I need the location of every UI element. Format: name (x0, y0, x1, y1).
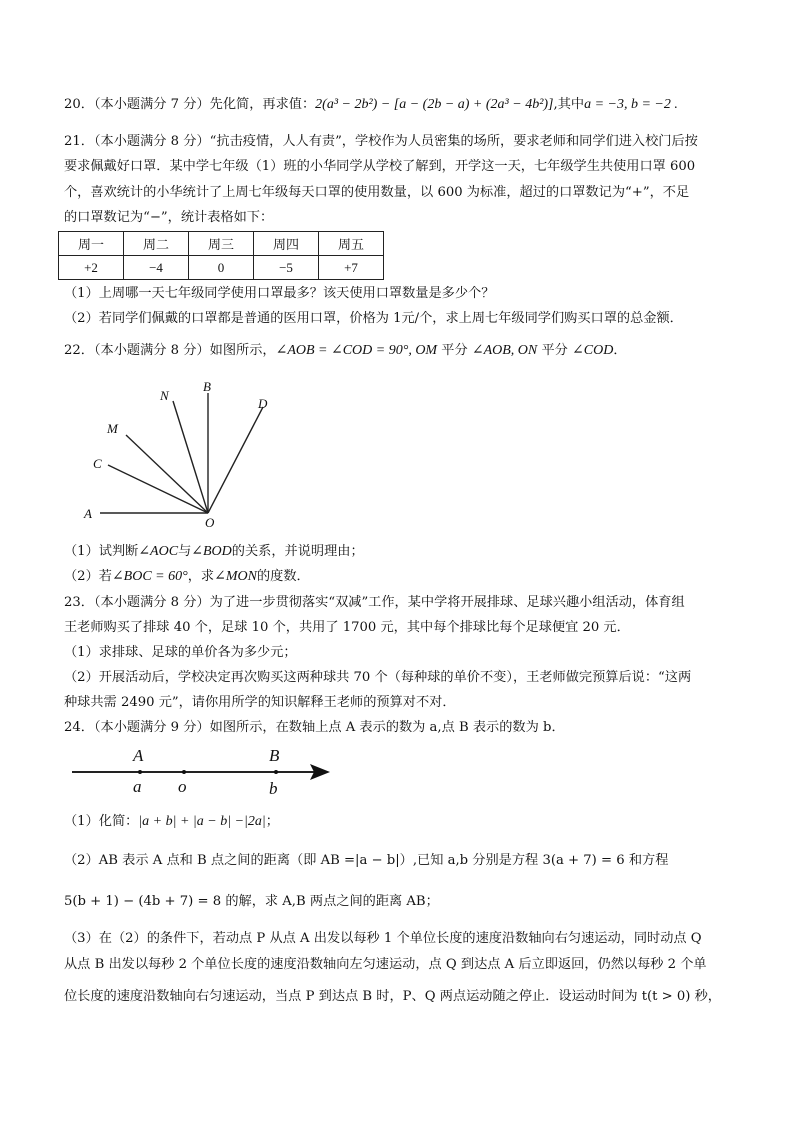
q24-stem: 24．（本小题满分 9 分）如图所示，在数轴上点 A 表示的数为 a,点 B 表示的数为 b． (64, 720, 565, 735)
q22-sub2: （2）若∠BOC = 60°，求∠MON的度数． (64, 569, 310, 584)
table-value-cell: −5 (254, 256, 319, 280)
mask-usage-table (58, 231, 384, 280)
q23-line1: 23．（本小题满分 8 分）为了进一步贯彻落实“双减”工作，某中学将开展排球、足球兴趣小组活动，体育组 (64, 595, 685, 610)
q21-line3: 个，喜欢统计的小华统计了上周七年级每天口罩的使用数量，以 600 为标准，超过的口罩数记为“+”，不足 (64, 185, 690, 200)
q20-expression: 2(a³ − 2b²) − [a − (2b − a) + (2a³ − 4b²)] (315, 97, 554, 112)
q21-line4: 的口罩数记为“−”，统计表格如下： (64, 210, 274, 225)
label-N: N (160, 388, 169, 403)
table-header-cell: 周五 (319, 232, 384, 256)
q20-values: a = −3, b = −2 . (584, 97, 678, 112)
q21-sub1: （1）上周哪一天七年级同学使用口罩最多？该天使用口罩数量是多少个？ (64, 286, 495, 301)
q24-sub3-line2: 从点 B 出发以每秒 2 个单位长度的速度沿数轴向左匀速运动，点 Q 到达点 A 后立即返回，仍然以每秒 2 个单 (64, 957, 707, 972)
label-M: M (107, 421, 118, 436)
table-value-cell: 0 (189, 256, 254, 280)
table-value-cell: +7 (319, 256, 384, 280)
label-O: O (205, 515, 215, 530)
label-b-lower: b (269, 779, 278, 798)
label-D: D (258, 396, 268, 411)
q24-sub1: （1）化简：|a + b| + |a − b| −|2a|； (64, 814, 279, 829)
point-b-dot (274, 770, 278, 774)
table-header-cell: 周一 (59, 232, 124, 256)
ray-OD (208, 407, 263, 513)
label-a-lower: a (133, 777, 142, 796)
label-C: C (93, 456, 102, 471)
q21-line1: 21．（本小题满分 8 分）“抗击疫情，人人有责”，学校作为人员密集的场所，要求老师和同学们进入校门后按 (64, 134, 698, 149)
q22-stem: 22．（本小题满分 8 分）如图所示，∠AOB = ∠COD = 90°, OM 平分 ∠AOB, ON 平分 ∠COD． (64, 343, 627, 358)
q22-sub1: （1）试判断∠AOC与∠BOD的关系，并说明理由； (64, 544, 364, 559)
point-o-dot (182, 770, 186, 774)
table-value-cell: +2 (59, 256, 124, 280)
ray-OC (108, 465, 208, 513)
label-o: o (178, 777, 187, 796)
table-header-cell: 周三 (189, 232, 254, 256)
q23-sub2-line1: （2）开展活动后，学校决定再次购买这两种球共 70 个（每种球的单价不变），王老师做完预算后说：“这两 (64, 670, 692, 685)
q24-sub3-line1: （3）在（2）的条件下，若动点 P 从点 A 出发以每秒 1 个单位长度的速度沿数轴向右匀速运动，同时动点 Q (64, 931, 702, 946)
angle-figure (60, 375, 290, 535)
q23-line2: 王老师购买了排球 40 个，足球 10 个，共用了 1700 元，其中每个排球比每个足球便宜 20 元． (64, 620, 630, 635)
q24-sub2-line1: （2）AB 表示 A 点和 B 点之间的距离（即 AB =|a − b|）,已知 a,b 分别是方程 3(a + 7) = 6 和方程 (64, 853, 669, 868)
q24-sub2-line2: 5(b + 1) − (4b + 7) = 8 的解，求 A,B 两点之间的距离 AB； (64, 894, 439, 909)
table-header-row (59, 232, 384, 256)
q23-sub1: （1）求排球、足球的单价各为多少元； (64, 645, 297, 660)
q20-stem: 20．（本小题满分 7 分）先化简，再求值：2(a³ − 2b²) − [a − (2b − a) + (2a³ − 4b²)],其中a = −3, b = −2 . (64, 97, 678, 112)
q23-sub2-line2: 种球共需 2490 元”，请你用所学的知识解释王老师的预算对不对． (64, 695, 456, 710)
label-A: A (84, 506, 92, 521)
table-header-cell: 周二 (124, 232, 189, 256)
table-value-cell: −4 (124, 256, 189, 280)
number-line-figure (68, 742, 338, 798)
table-value-row (59, 256, 384, 280)
q21-line2: 要求佩戴好口罩．某中学七年级（1）班的小华同学从学校了解到，开学这一天，七年级学生共使用口罩 600 (64, 159, 696, 174)
label-B: B (203, 379, 211, 394)
table-header-cell: 周四 (254, 232, 319, 256)
q24-sub3-line3: 位长度的速度沿数轴向右匀速运动，当点 P 到达点 B 时，P、Q 两点运动随之停止．设运动时间为 t(t > 0) 秒， (64, 989, 721, 1004)
point-a-dot (138, 770, 142, 774)
label-A-upper: A (133, 746, 144, 765)
q21-sub2: （2）若同学们佩戴的口罩都是普通的医用口罩，价格为 1元/个，求上周七年级同学们购买口罩的总金额． (64, 311, 683, 326)
label-B-upper: B (269, 746, 280, 765)
